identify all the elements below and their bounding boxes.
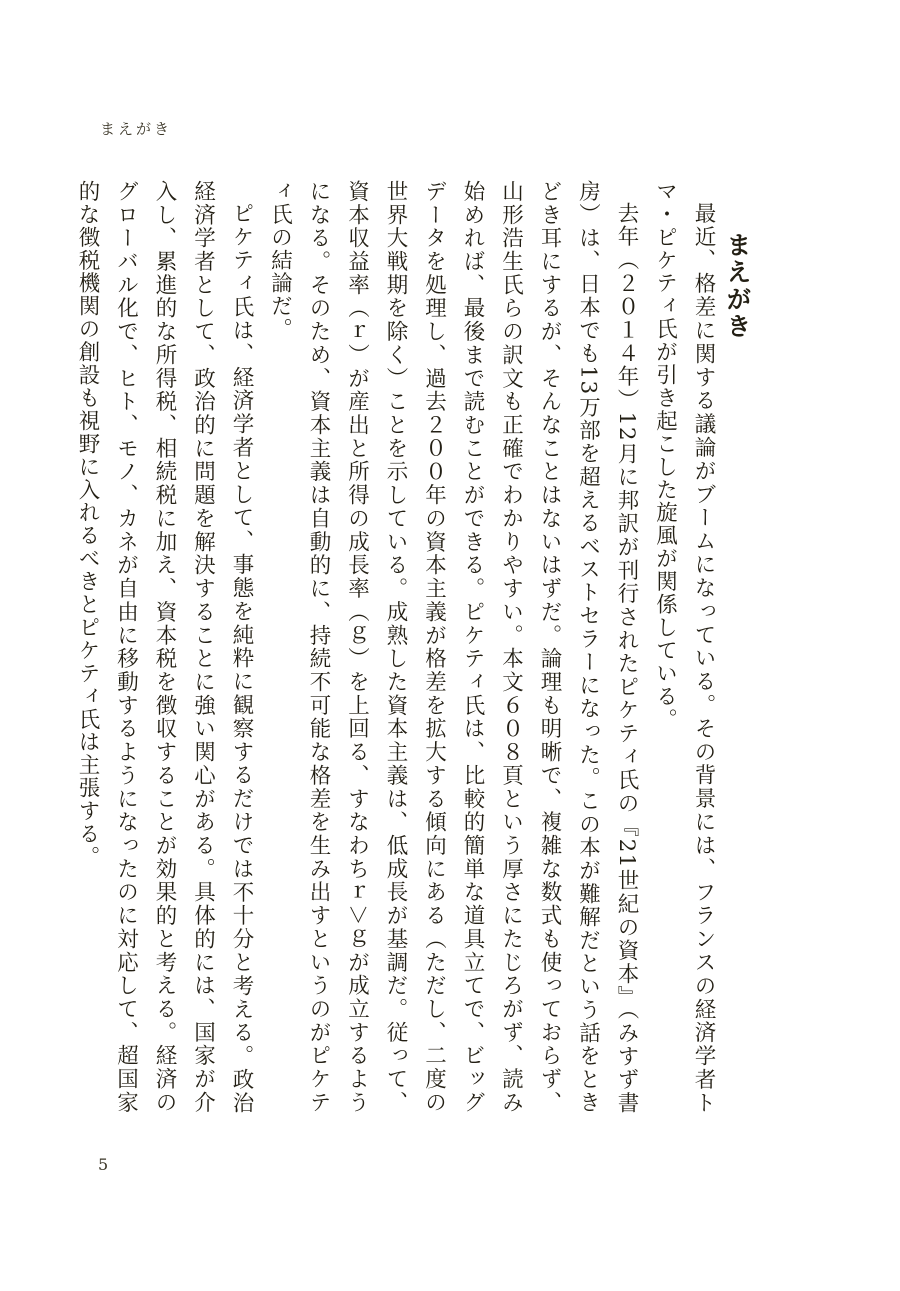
chapter-title: まえがき [723,232,752,340]
running-header: まえがき [100,120,173,138]
body-text [75,180,722,1114]
paragraph-1: 最近、格差に関する議論がブームになっている。その背景には、フランスの経済学者トマ・ピケティ氏が引き起こした旋風が関係している。 [652,180,716,1114]
paragraph-2: 去年（２０１４年）12月に邦訳が刊行されたピケティ氏の『21世紀の資本』（みすず書房）は、日本でも13万部を超えるベストセラーになった。この本が難解だという話をときどき耳にするが、そんなことはないはずだ。論理も明晰で、複雑な数式も使っておらず、山形浩生氏らの訳文も正確でわかりやすい。本文６０８頁という厚さにたじろがず、読み始めれば、最後まで読むことができる。ピケティ氏は、比較的簡単な道具立てで、ビッグデータを処理し、過去２００年の資本主義が格差を拡大する傾向にある（ただし、二度の世界大戦期を除く）ことを示している。成熟した資本主義は、低成長が基調だ。従って、資本収益率（ｒ）が産出と所得の成長率（ｇ）を上回る、すなわちｒ＞ｇが成立するようになる。そのため、資本主義は自動的に、持続不可能な格差を生み出すというのがピケティ氏の結論だ。 [267,180,639,1114]
page-number: 5 [98,1155,109,1174]
paragraph-3: ピケティ氏は、経済学者として、事態を純粋に観察するだけでは不十分と考える。政治経済学者として、政治的に問題を解決することに強い関心がある。具体的には、国家が介入し、累進的な所得税、相続税に加え、資本税を徴収することが効果的と考える。経済のグローバル化で、ヒト、モノ、カネが自由に移動するようになったのに対応して、超国家的な徴税機関の創設も視野に入れるべきとピケティ氏は主張する。 [75,180,254,1114]
